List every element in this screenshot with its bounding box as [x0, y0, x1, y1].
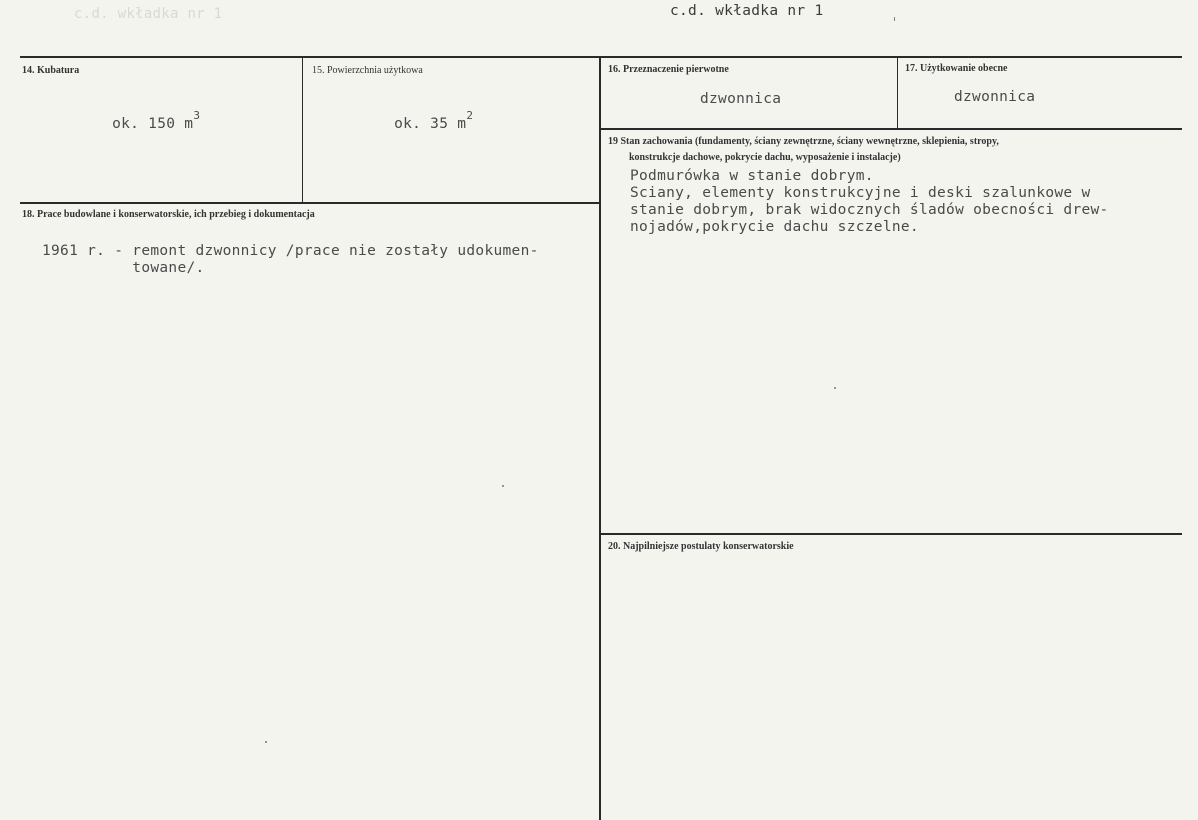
rule-row-1-left	[20, 202, 600, 204]
value-powierzchnia-sup: 2	[466, 109, 474, 122]
value-kubatura-text: ok. 150 m	[112, 115, 194, 132]
label-postulaty: 20. Najpilniejsze postulaty konserwatorskie	[608, 541, 794, 552]
prace-line-2: towane/.	[42, 260, 205, 276]
value-powierzchnia-text: ok. 35 m	[394, 115, 467, 132]
divider-main	[599, 58, 601, 820]
label-stan-zachowania-1: 19 Stan zachowania (fundamenty, ściany zewnętrzne, ściany wewnętrzne, sklepienia, stropy,	[608, 136, 999, 147]
stan-line-2: Sciany, elementy konstrukcyjne i deski szalunkowe w	[630, 185, 1091, 201]
rule-row-1-right	[600, 128, 1182, 130]
label-kubatura: 14. Kubatura	[22, 65, 80, 76]
divider-16-17	[897, 58, 898, 129]
label-stan-zachowania-2: konstrukcje dachowe, pokrycie dachu, wyposażenie i instalacje)	[629, 152, 901, 163]
paper-speck	[265, 741, 267, 743]
value-kubatura-sup: 3	[193, 109, 201, 122]
faded-header-text: c.d. wkładka nr 1	[74, 6, 223, 22]
value-kubatura	[94, 93, 200, 133]
value-uzytkowanie: dzwonnica	[954, 89, 1036, 105]
stan-line-3: stanie dobrym, brak widocznych śladów obecności drew-	[630, 202, 1109, 218]
label-powierzchnia: 15. Powierzchnia użytkowa	[312, 65, 423, 76]
paper-speck	[834, 387, 836, 389]
stan-line-1: Podmurówka w stanie dobrym.	[630, 168, 874, 184]
page-title: c.d. wkładka nr 1	[670, 3, 824, 19]
stan-line-4: nojadów,pokrycie dachu szczelne.	[630, 219, 919, 235]
label-uzytkowanie: 17. Użytkowanie obecne	[905, 63, 1008, 74]
divider-14-15	[302, 58, 303, 203]
value-powierzchnia	[376, 93, 473, 133]
prace-line-1: 1961 r. - remont dzwonnicy /prace nie zostały udokumen-	[42, 243, 539, 259]
label-prace: 18. Prace budowlane i konserwatorskie, ich przebieg i dokumentacja	[22, 209, 315, 220]
rule-section-20	[600, 533, 1182, 535]
paper-speck	[894, 17, 895, 21]
label-przeznaczenie: 16. Przeznaczenie pierwotne	[608, 64, 729, 75]
paper-speck	[502, 485, 504, 487]
value-przeznaczenie: dzwonnica	[700, 91, 782, 107]
top-rule	[20, 56, 1182, 58]
